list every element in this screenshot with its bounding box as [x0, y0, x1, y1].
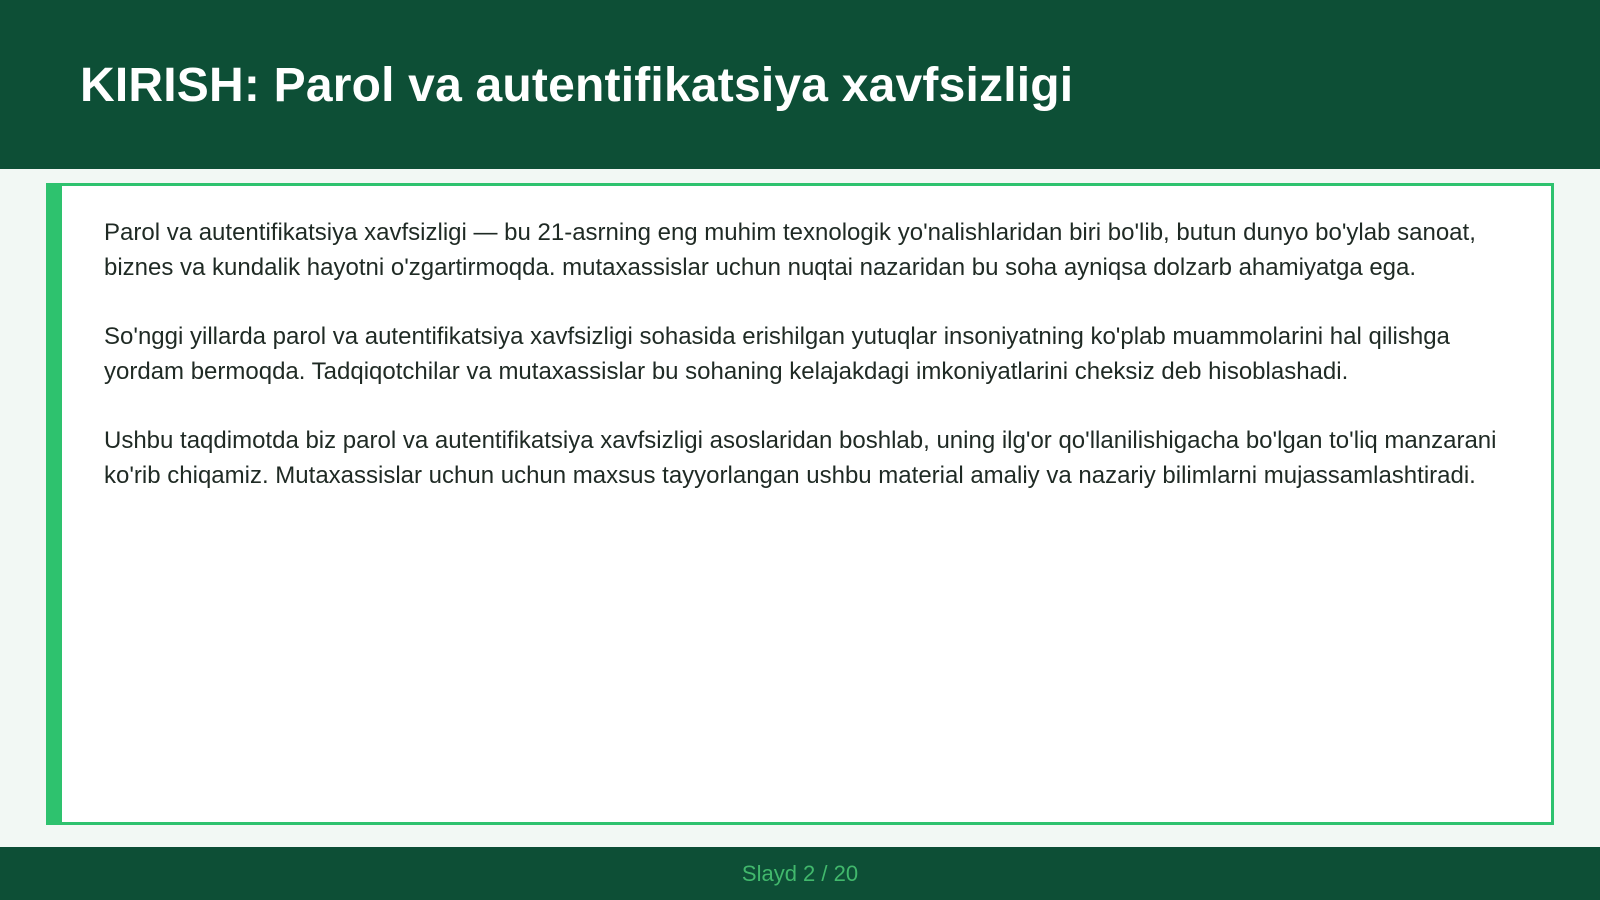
- paragraph-achievements: So'nggi yillarda parol va autentifikatsiya xavfsizligi sohasida erishilgan yutuqlar insoniyatning ko'plab muammolarini hal qilishga yordam bermoqda. Tadqiqotchilar va mutaxassislar bu sohaning kelajakdagi imkoniyatlarini cheksiz deb hisoblashadi.: [104, 323, 1450, 385]
- content-panel: [46, 183, 1554, 825]
- paragraph-overview: Ushbu taqdimotda biz parol va autentifikatsiya xavfsizligi asoslaridan boshlab, uning ilg'or qo'llanilishigacha bo'lgan to'liq manzarani ko'rib chiqamiz. Mutaxassislar uchun uchun maxsus tayyorlangan ushbu material amaliy va nazariy bilimlarni mujassamlashtiradi.: [104, 427, 1497, 489]
- slide-footer: [0, 847, 1600, 900]
- paragraph-intro: Parol va autentifikatsiya xavfsizligi — bu 21-asrning eng muhim texnologik yo'nalishlaridan biri bo'lib, butun dunyo bo'ylab sanoat, biznes va kundalik hayotni o'zgartirmoqda. mutaxassislar uchun nuqtai nazaridan bu soha ayniqsa dolzarb ahamiyatga ega.: [104, 219, 1476, 281]
- slide-counter: Slayd 2 / 20: [741, 861, 859, 886]
- slide-title: KIRISH: Parol va autentifikatsiya xavfsizligi: [80, 59, 1074, 112]
- content-text: [104, 216, 1524, 528]
- slide-header: [0, 0, 1600, 169]
